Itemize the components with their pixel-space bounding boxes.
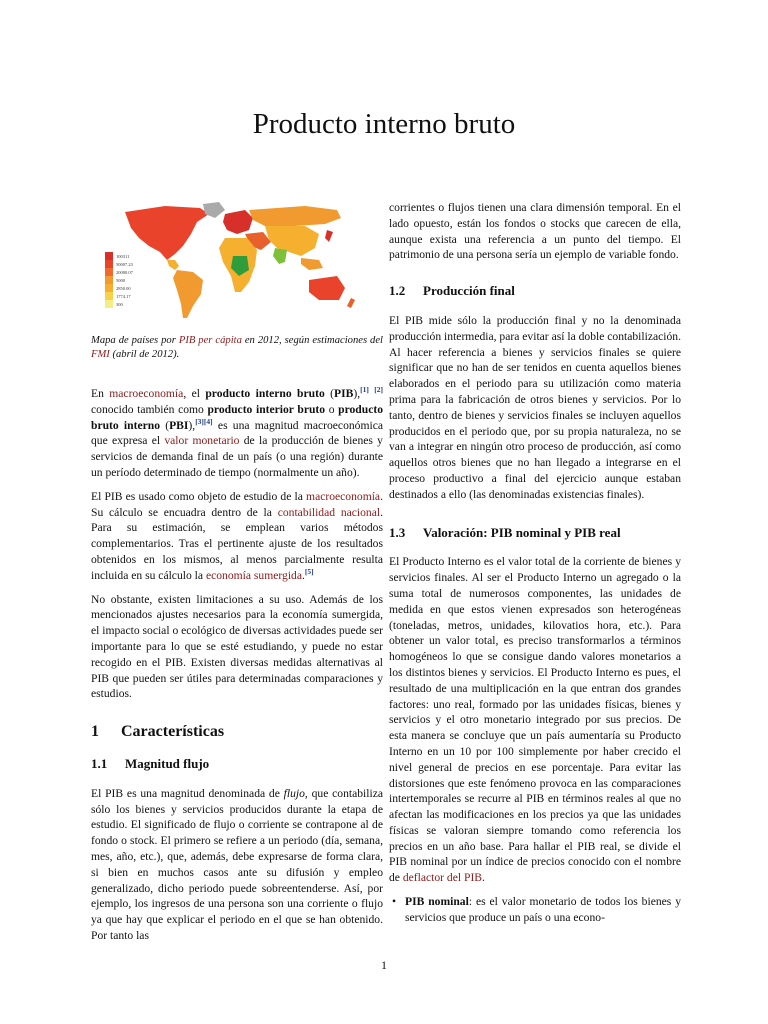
link-macroeconomia-2[interactable]: macroeconomía [306,489,381,503]
legend-label: 50007.23 [116,262,133,267]
section-heading-caracteristicas: 1 Características [91,723,225,741]
intro-paragraph-2: El PIB es usado como objeto de estudio de la macroeconomía. Su cálculo se encuadra dentro de la contabilidad nacional. Para su estimación, se emplean varios métodos complementarios. Tras el pertinente ajuste de los resultados obtenidos en los mismos, al menos parcialmente resulta incluida en su cálculo la economía sumergida.[5] [91,489,383,582]
link-valor-monetario[interactable]: valor monetario [164,434,240,448]
legend-label: 5000 [116,278,125,283]
map-legend [105,252,134,308]
valoracion-paragraph: El Producto Interno es el valor total de la corriente de bienes y servicios finales. Al ser el Producto Interno un agregado o la suma total de numerosos componentes, las unidades de medida en que estos vienen expresados son heterogéneas (toneladas, metros, unidades, kilovatios hora, etc.). Para obtener un valor total, es preciso transformarlos a términos homogéneos lo que se consigue dando valores monetarios a los distintos bienes y servicios. El Producto Interno es pues, el resultado de una multiplicación en la que entran dos grandes factores: uno real, formado por las unidades físicas, bienes y servicios y el otro monetario integrado por sus precios. De esta manera se concluye que un país aumentaría su Producto Interno en un 10 por 100 simplemente por haber crecido el nivel general de precios en ese porcentaje. Para evitar las distorsiones que este fenómeno provoca en las comparaciones intertemporales se recurre al PIB en términos reales al que no afectan las modificaciones en los precios ya que las unidades físicas se valoran siempre tomando como referencia los precios en un año base. Para hallar el PIB real, se divide el PIB nominal por un índice de precios conocido con el nombre de deflactor del PIB. [389,555,681,885]
map-caption: Mapa de países por PIB per cápita en 2012, según estimaciones del FMI (abril de 2012). [91,335,383,360]
valoracion-list [389,894,681,926]
map-central-america [167,260,179,270]
map-southeast-asia [301,258,323,270]
subsection-heading-produccion-final: 1.2 Producción final [389,283,515,299]
map-asia [265,226,319,256]
intro-paragraph-1: En macroeconomía, el producto interno bruto (PIB),[1] [2] conocido también como producto interior bruto o producto bruto interno (PBI),[3][4] es una magnitud macroeconómica que expresa el valor monetario de la producción de bienes y servicios de demanda final de un país (o una región) durante un período determinado de tiempo (normalmente un año). [91,385,384,479]
link-fmi[interactable]: FMI [91,349,110,360]
link-macroeconomia[interactable]: macroeconomía [109,387,184,400]
map-australia [309,276,345,300]
subsection-heading-valoracion: 1.3 Valoración: PIB nominal y PIB real [389,524,621,540]
page-title: Producto interno bruto [252,108,516,140]
map-europe [223,210,253,234]
right-column [389,200,681,926]
legend-label: 100311 [116,254,130,259]
link-economia-sumergida[interactable]: economía sumergida [205,568,302,582]
ref-1[interactable]: [1] [360,385,369,395]
subsection-heading-magnitud-flujo: 1.1 Magnitud flujo [91,755,210,771]
list-item-pib-nominal: • PIB nominal: es el valor monetario de todos los bienes y servicios que produce un país o una econo- [392,895,681,924]
magnitud-flujo-paragraph: El PIB es una magnitud denominada de flujo, que contabiliza sólo los bienes y servicios producidos durante la etapa de estudio. El significado de flujo o corriente se contrapone al de fondo o stock. El primero se refiere a un periodo (día, semana, mes, año, etc.), que, además, debe expresarse de forma clara, si bien en muchos casos ante su difusión y empleo generalizado, dicho periodo puede sobreentenderse. Así, por ejemplo, los ingresos de una persona son una corriente o flujo ya que hay que explicar el periodo en el que se han obtenido. Por tanto las [91,786,383,942]
map-japan [325,230,333,242]
map-north-america [125,206,209,260]
legend-label: 1774.17 [116,294,131,299]
link-deflactor-del-pib[interactable]: deflactor del PIB [402,871,483,885]
map-new-zealand [347,298,355,308]
map-south-america [173,270,203,318]
magnitud-flujo-continued: corrientes o flujos tienen una clara dimensión temporal. En el lado opuesto, están los fondos o stocks que carecen de ella, aunque exista una referencia a un punto del tiempo. El patrimonio de una persona sería un ejemplo de variable fondo. [389,201,681,262]
link-pib-per-capita[interactable]: PIB per cápita [178,335,242,346]
legend-label: 2850.00 [116,286,131,291]
left-column [91,200,383,952]
legend-label: 300 [116,302,123,307]
link-contabilidad-nacional[interactable]: contabilidad nacional [277,505,381,519]
ref-2[interactable]: [2] [374,385,383,395]
map-russia [249,206,341,226]
map-india [273,248,287,264]
ref-3-4[interactable]: [3][4] [195,416,213,426]
intro-paragraph-3: No obstante, existen limitaciones a su uso. Además de los mencionados ajustes necesarios para la economía sumergida, el impacto social o ecológico de diversas actividades puede ser importante para lo que se esté estudiando, y puede no estar recogido en el PIB. Existen diversas medidas alternativas al PIB que pueden ser útiles para determinadas comparaciones y estudios. [91,592,383,701]
page-number: 1 [381,958,387,972]
world-gdp-map [105,200,367,324]
produccion-final-paragraph: El PIB mide sólo la producción final y no la denominada producción intermedia, para evitar así la doble contabilización. Al hacer referencia a bienes y servicios finales se quiere significar que no han de ser tenidos en cuenta aquellos bienes elaborados en el periodo para su utilización como materia prima para la fabricación de otros bienes y servicios. Por lo tanto, dentro de bienes y servicios finales se incluyen aquellos producidos en el periodo que, por su propia naturaleza, no se van a integrar en ningún otro proceso de producción, así como aquellos otros bienes que no han llegado a integrarse en el proceso productivo a final del ejercicio aunque estaban destinados a ello (las denominadas existencias finales). [389,313,681,501]
legend-label: 20000.07 [116,270,133,275]
bullet-icon: • [392,895,397,909]
ref-5[interactable]: [5] [304,566,314,576]
